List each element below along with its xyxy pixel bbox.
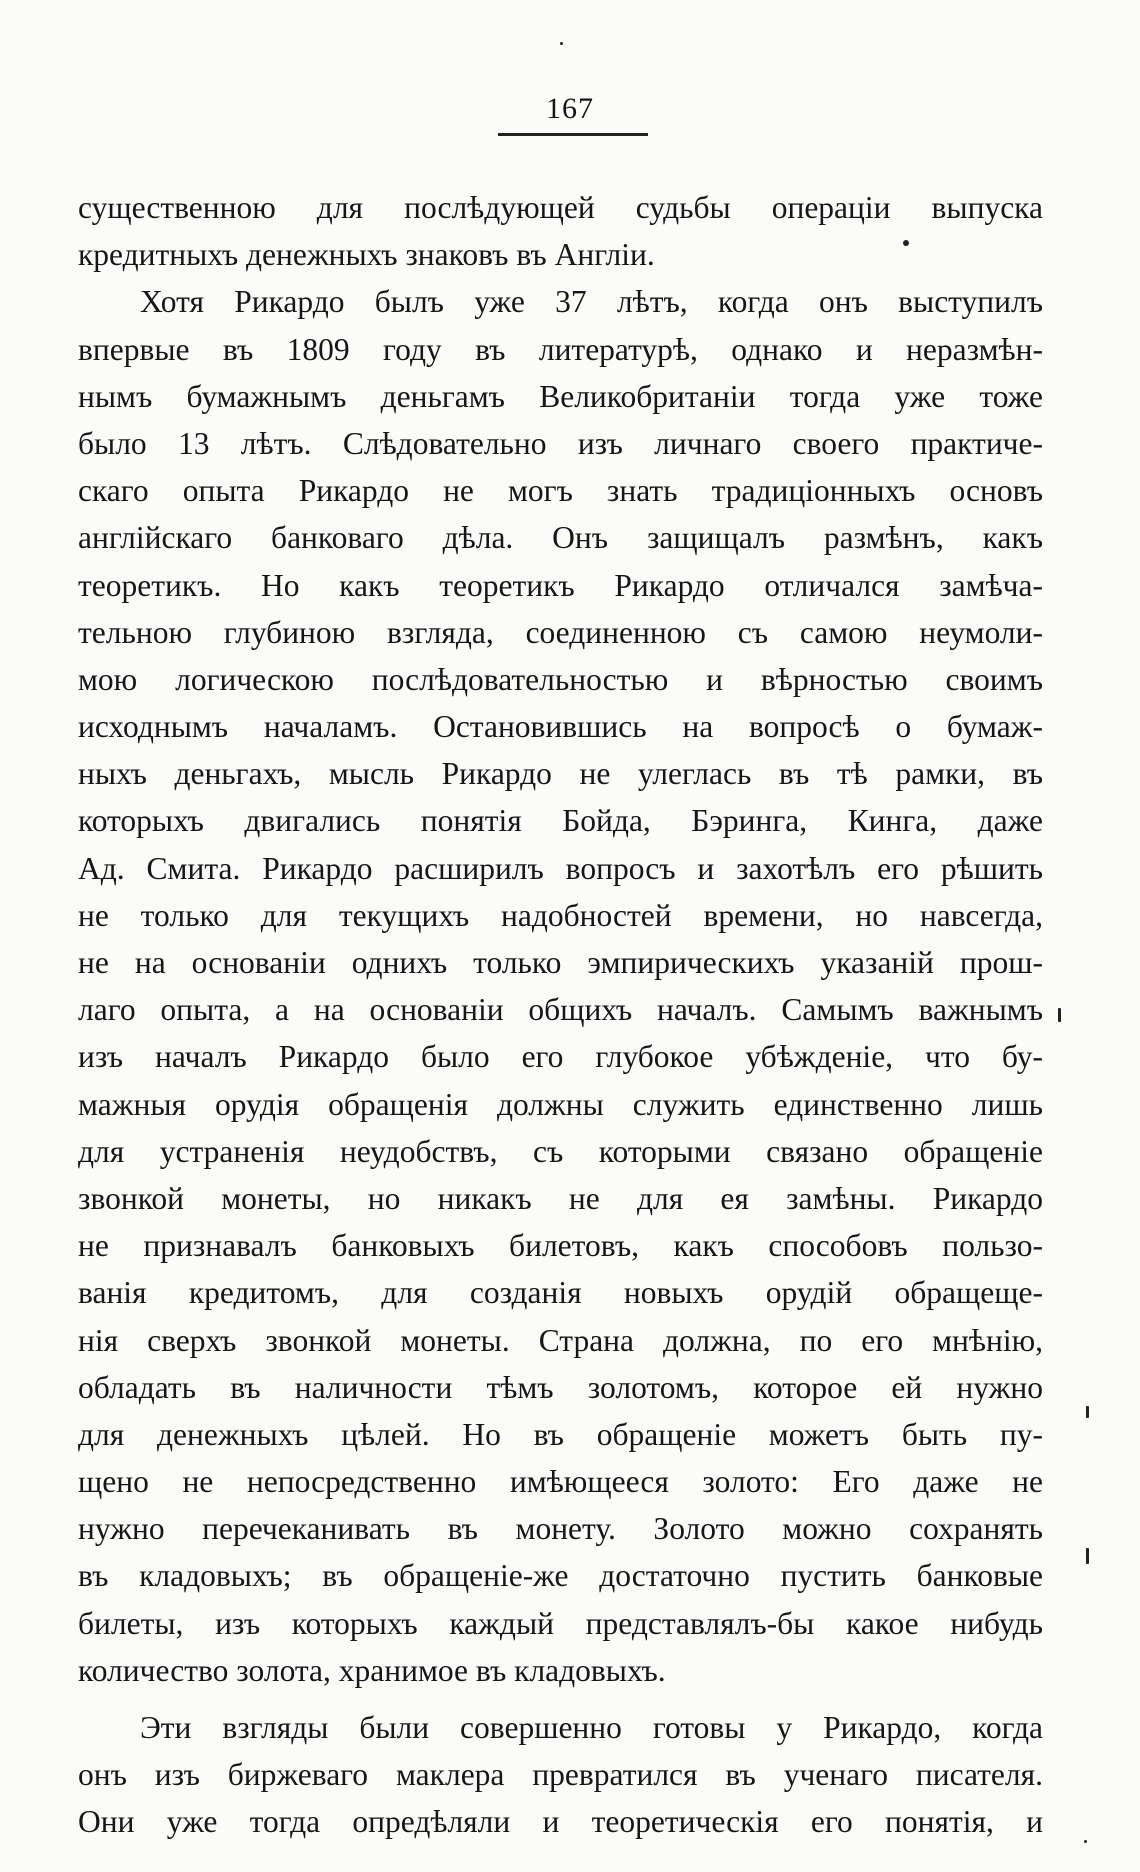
print-speck (903, 240, 909, 246)
text-line: обладать въ наличности тѣмъ золотомъ, которое ей нужно (78, 1369, 1043, 1405)
page-number: 167 (546, 92, 594, 125)
text-line: Хотя Рикардо былъ уже 37 лѣтъ, когда онъ выступилъ (140, 284, 1043, 320)
text-line: количество золота, хранимое въ кладовыхъ. (78, 1652, 666, 1688)
text-line: въ кладовыхъ; въ обращеніе-же достаточно пустить банковые (78, 1558, 1043, 1594)
text-line: кредитныхъ денежныхъ знаковъ въ Англіи. (78, 237, 655, 273)
text-line: лаго опыта, а на основаніи общихъ началъ. Самымъ важнымъ (78, 992, 1043, 1028)
page-number-rule (498, 133, 648, 136)
body-text (78, 184, 1043, 1846)
paragraph-gap (78, 1694, 1043, 1704)
text-line: звонкой монеты, но никакъ не для ея замѣны. Рикардо (78, 1180, 1043, 1216)
text-line: не признавалъ банковыхъ билетовъ, какъ способовъ пользо- (78, 1228, 1043, 1264)
text-line: для устраненія неудобствъ, съ которыми связано обращеніе (78, 1133, 1043, 1169)
text-line: исходнымъ началамъ. Остановившись на вопросѣ о бумаж- (78, 709, 1043, 745)
text-line: билеты, изъ которыхъ каждый представлялъ-бы какое нибудь (78, 1605, 1043, 1641)
text-line: мажныя орудія обращенія должны служить единственно лишь (78, 1086, 1043, 1122)
text-line: нымъ бумажнымъ деньгамъ Великобританіи тогда уже тоже (78, 378, 1043, 414)
text-line: Они уже тогда опредѣляли и теоретическія его понятія, и (78, 1804, 1043, 1840)
print-speck (1086, 1406, 1089, 1418)
text-line: существенною для послѣдующей судьбы операціи выпуска (78, 190, 1043, 225)
text-line: нужно перечеканивать въ монету. Золото можно сохранять (78, 1511, 1043, 1547)
text-line: изъ началъ Рикардо было его глубокое убѣжденіе, что бу- (78, 1039, 1043, 1075)
text-line: Ад. Смита. Рикардо расширилъ вопросъ и захотѣлъ его рѣшить (78, 850, 1043, 886)
text-line: не только для текущихъ надобностей времени, но навсегда, (78, 897, 1043, 933)
text-line: мою логическою послѣдовательностью и вѣрностью своимъ (78, 661, 1043, 697)
text-line: нія сверхъ звонкой монеты. Страна должна, по его мнѣнію, (78, 1322, 1043, 1358)
text-line: которыхъ двигались понятія Бойда, Бэринга, Кинга, даже (78, 803, 1043, 839)
text-line: ванія кредитомъ, для созданія новыхъ орудій обращеще- (78, 1275, 1043, 1311)
text-line: было 13 лѣтъ. Слѣдовательно изъ личнаго своего практиче- (78, 425, 1043, 461)
print-speck (1086, 1548, 1089, 1564)
print-speck (560, 42, 563, 45)
text-line: не на основаніи однихъ только эмпирическихъ указаній прош- (78, 945, 1043, 980)
text-line: скаго опыта Рикардо не могъ знать традиціонныхъ основъ (78, 473, 1043, 509)
print-speck (1058, 1008, 1061, 1022)
text-line: для денежныхъ цѣлей. Но въ обращеніе можетъ быть пу- (78, 1416, 1043, 1452)
print-speck (1084, 1840, 1087, 1843)
text-line: Эти взгляды были совершенно готовы у Рикардо, когда (140, 1710, 1043, 1745)
text-line: англійскаго банковаго дѣла. Онъ защищалъ размѣнъ, какъ (78, 520, 1043, 556)
text-line: ныхъ деньгахъ, мысль Рикардо не улеглась въ тѣ рамки, въ (78, 756, 1043, 792)
text-line: онъ изъ биржеваго маклера превратился въ ученаго писателя. (78, 1757, 1043, 1793)
text-line: впервые въ 1809 году въ литературѣ, однако и неразмѣн- (78, 331, 1043, 367)
text-line: теоретикъ. Но какъ теоретикъ Рикардо отличался замѣча- (78, 567, 1043, 603)
text-line: тельною глубиною взгляда, соединенною съ самою неумоли- (78, 614, 1043, 650)
text-line: щено не непосредственно имѣющееся золото: Его даже не (78, 1464, 1043, 1500)
